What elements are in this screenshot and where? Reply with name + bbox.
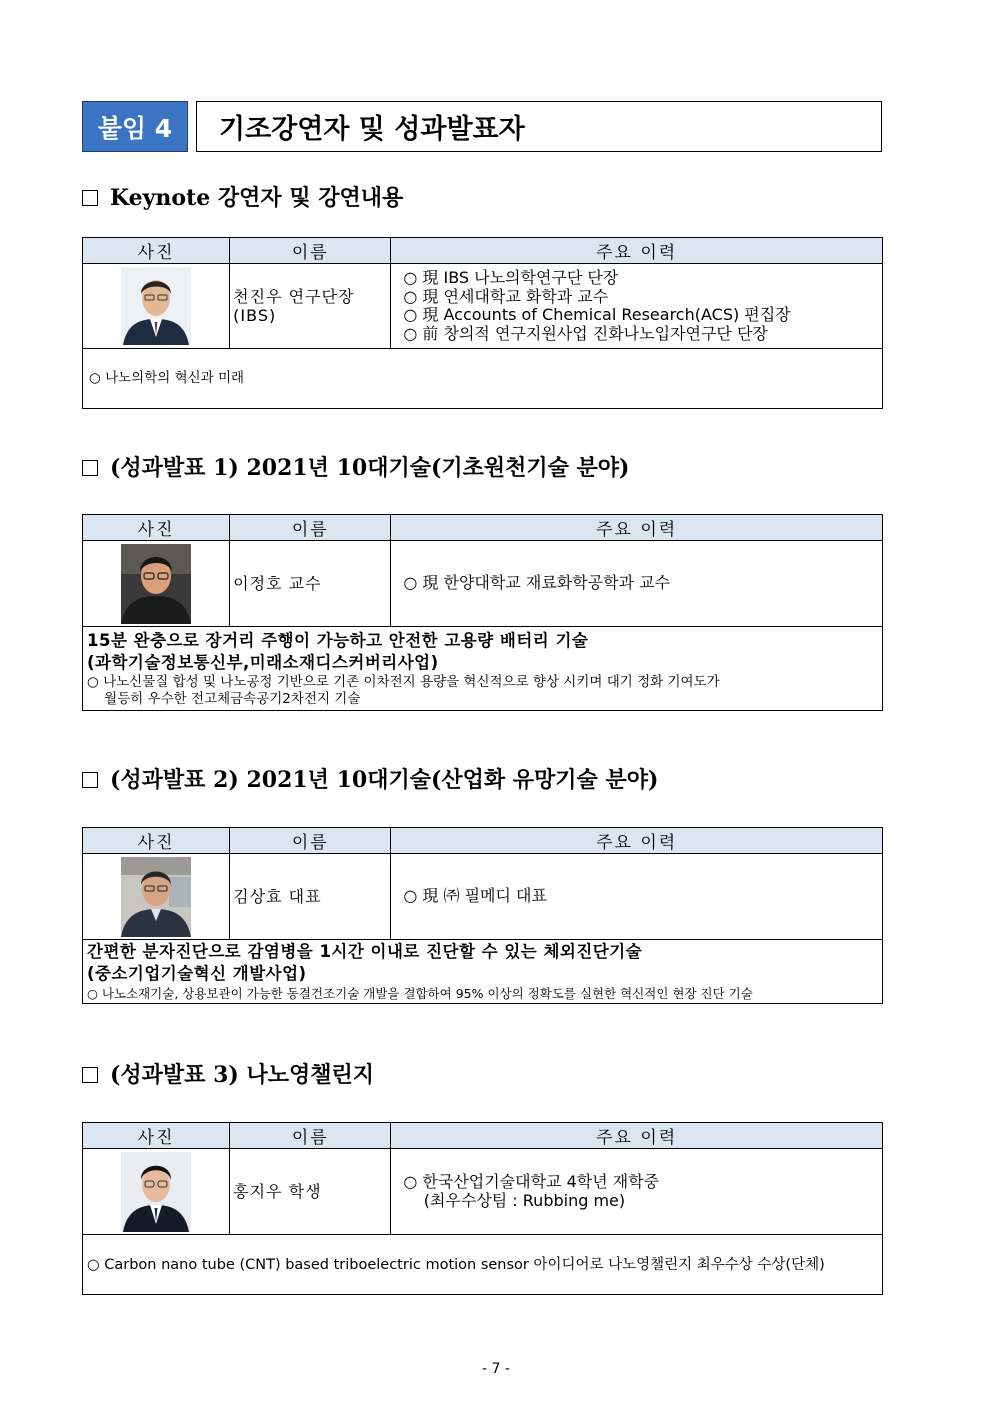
speaker-photo [121,544,191,624]
career-item: ○ 現 한양대학교 재료화학공학과 교수 [403,573,671,593]
checkbox-square-icon [82,460,98,476]
speaker-row [83,541,883,627]
speaker-photo [121,267,191,345]
col-header-career: 주요 이력 [391,828,883,854]
table-header-row [83,515,883,541]
career-item: ○ 한국산업기술대학교 4학년 재학중 [403,1172,660,1191]
description-row [83,627,883,711]
col-header-photo: 사진 [83,1123,230,1149]
speaker-table-keynote [82,237,883,409]
col-header-name: 이름 [230,1123,391,1149]
career-item: ○ 現 ㈜ 필메디 대표 [403,886,547,906]
speaker-photo [121,857,191,937]
description-row [83,349,883,409]
checkbox-square-icon [82,772,98,788]
talk-description: 간편한 분자진단으로 감염병을 1시간 이내로 진단할 수 있는 체외진단기술 (중소기업기술혁신 개발사업) ○ 나노소재기술, 상용보관이 가능한 동결건조기술 개발을 결합하여 95% 이상의 정확도를 실현한 혁신적인 현장 진단 기술 [83,940,883,1004]
talk-description: 15분 완충으로 장거리 주행이 가능하고 안전한 고용량 배터리 기술 (과학기술정보통신부,미래소재디스커버리사업) ○ 나노신물질 합성 및 나노공정 기반으로 기존 이차전지 용량을 혁신적으로 향상 시키며 대기 정화 기여도가 월등히 우수한 전고체금속공기2차전지 기술 [83,627,883,711]
description-row [83,940,883,1004]
speaker-name: 이정호 교수 [230,541,391,627]
col-header-career: 주요 이력 [391,515,883,541]
speaker-name: 홍지우 학생 [230,1149,391,1235]
table-header-row [83,828,883,854]
table-header-row [83,238,883,264]
career-list [391,541,883,627]
col-header-career: 주요 이력 [391,1123,883,1149]
col-header-name: 이름 [230,515,391,541]
photo-cell [83,264,230,349]
section-title-result-1: (성과발표 1) 2021년 10대기술(기초원천기술 분야) [82,451,629,482]
col-header-career: 주요 이력 [391,238,883,264]
table-header-row [83,1123,883,1149]
section-title-result-3: (성과발표 3) 나노영챌린지 [82,1058,374,1089]
career-item: ○ 前 창의적 연구지원사업 진화나노입자연구단 단장 [403,323,768,343]
section-title-keynote: Keynote 강연자 및 강연내용 [82,181,403,212]
col-header-name: 이름 [230,238,391,264]
career-item: ○ 現 Accounts of Chemical Research(ACS) 편집장 [403,305,791,324]
talk-description: ○ Carbon nano tube (CNT) based triboelectric motion sensor 아이디어로 나노영챌린지 최우수상 수상(단체) [83,1235,883,1295]
career-item: ○ 現 연세대학교 화학과 교수 [403,286,609,306]
col-header-photo: 사진 [83,828,230,854]
speaker-row [83,264,883,349]
speaker-table-result-1 [82,514,883,711]
career-item: ○ 現 IBS 나노의학연구단 단장 [403,268,619,287]
section-title-result-2: (성과발표 2) 2021년 10대기술(산업화 유망기술 분야) [82,763,658,794]
speaker-name: 김상효 대표 [230,854,391,940]
col-header-photo: 사진 [83,238,230,264]
appendix-badge: 붙임 4 [82,101,188,152]
appendix-title: 기조강연자 및 성과발표자 [196,101,882,152]
career-item: (최우수상팀 : Rubbing me) [403,1190,626,1210]
career-list [391,854,883,940]
col-header-photo: 사진 [83,515,230,541]
speaker-table-result-2 [82,827,883,1004]
speaker-name: 천진우 연구단장 (IBS) [230,264,391,349]
appendix-header [82,101,882,152]
speaker-row [83,1149,883,1235]
page-number: - 7 - [482,1361,510,1377]
career-list [391,264,883,349]
photo-cell [83,1149,230,1235]
photo-cell [83,854,230,940]
checkbox-square-icon [82,190,98,206]
talk-description: ○ 나노의학의 혁신과 미래 [83,349,883,409]
career-list [391,1149,883,1235]
col-header-name: 이름 [230,828,391,854]
photo-cell [83,541,230,627]
speaker-table-result-3 [82,1122,883,1295]
checkbox-square-icon [82,1067,98,1083]
speaker-row [83,854,883,940]
speaker-photo [121,1152,191,1232]
description-row [83,1235,883,1295]
